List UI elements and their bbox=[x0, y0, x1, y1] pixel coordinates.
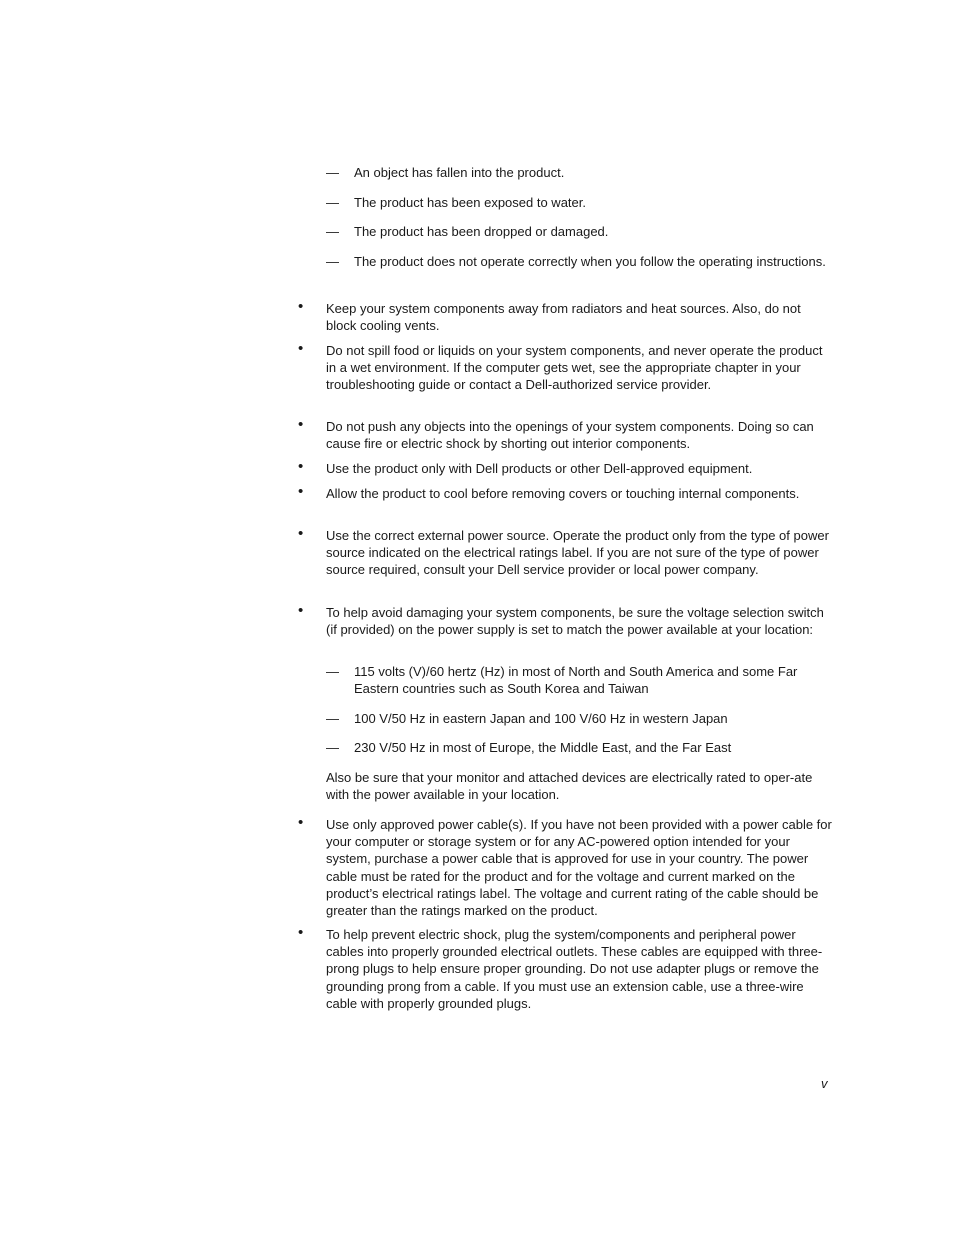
dash-item-115v bbox=[326, 663, 832, 697]
page-number: v bbox=[821, 1076, 828, 1091]
bullet-text: Do not push any objects into the openings of your system components. Doing so can cause fire or electric shock by shorting out interior components. bbox=[326, 419, 814, 452]
voltage-note: Also be sure that your monitor and attached devices are electrically rated to oper-ate with the power available in your location. bbox=[326, 770, 813, 803]
dash-mark: — bbox=[326, 664, 339, 679]
bullet-text: Do not spill food or liquids on your system components, and never operate the product in a wet environment. If the computer gets wet, see the appropriate chapter in your troubleshooting guide or contact a Dell-authorized service provider. bbox=[326, 343, 823, 393]
bullet-mark: • bbox=[298, 458, 304, 475]
dash-mark: — bbox=[326, 195, 339, 210]
dash-item-text: The product has been dropped or damaged. bbox=[354, 224, 609, 239]
bullet-voltage-switch bbox=[298, 604, 832, 638]
dash-mark: — bbox=[326, 740, 339, 755]
bullet-mark: • bbox=[298, 416, 304, 433]
bullet-mark: • bbox=[298, 602, 304, 619]
bullet-text: Use the product only with Dell products or other Dell-approved equipment. bbox=[326, 461, 753, 476]
bullet-text: Use the correct external power source. Operate the product only from the type of power source indicated on the electrical ratings label. If you are not sure of the type of power source required, consult your Dell service provider or local power company. bbox=[326, 528, 829, 578]
bullet-spill-liquids bbox=[298, 342, 832, 394]
dash-item-not-operate bbox=[326, 253, 832, 270]
dash-mark: — bbox=[326, 254, 339, 269]
bullet-power-source bbox=[298, 527, 832, 579]
dash-item-fallen-object bbox=[326, 164, 832, 181]
dash-mark: — bbox=[326, 165, 339, 180]
bullet-text: Allow the product to cool before removing covers or touching internal components. bbox=[326, 486, 800, 501]
dash-item-230v bbox=[326, 739, 832, 756]
dash-item-100v bbox=[326, 710, 832, 727]
bullet-text: Use only approved power cable(s). If you have not been provided with a power cable for your computer or storage system or for any AC-powered option intended for your system, purchase a power cable that is approved for use in your country. The power cable must be rated for the product and for the voltage and current marked on the product’s electrical ratings label. The voltage and current rating of the cable should be greater than the ratings marked on the product. bbox=[326, 817, 832, 919]
bullet-openings bbox=[298, 418, 832, 452]
bullet-cool-down bbox=[298, 485, 832, 502]
dash-mark: — bbox=[326, 224, 339, 239]
bullet-dell-products bbox=[298, 460, 832, 477]
dash-item-water bbox=[326, 194, 832, 211]
bullet-mark: • bbox=[298, 924, 304, 941]
dash-item-text: 230 V/50 Hz in most of Europe, the Middle East, and the Far East bbox=[354, 740, 732, 755]
dash-mark: — bbox=[326, 711, 339, 726]
bullet-mark: • bbox=[298, 298, 304, 315]
dash-item-text: The product has been exposed to water. bbox=[354, 195, 586, 210]
dash-item-text: 115 volts (V)/60 hertz (Hz) in most of North and South America and some Far Eastern countries such as South Korea and Taiwan bbox=[354, 664, 798, 697]
bullet-electric-shock bbox=[298, 926, 832, 1012]
bullet-mark: • bbox=[298, 525, 304, 542]
bullet-mark: • bbox=[298, 340, 304, 357]
dash-item-dropped bbox=[326, 223, 832, 240]
bullet-mark: • bbox=[298, 814, 304, 831]
bullet-heat-sources bbox=[298, 300, 832, 334]
bullet-text: To help avoid damaging your system components, be sure the voltage selection switch (if provided) on the power supply is set to match the power available at your location: bbox=[326, 605, 824, 638]
bullet-text: To help prevent electric shock, plug the system/components and peripheral power cables into properly grounded electrical outlets. These cables are equipped with three-prong plugs to help ensure proper grounding. Do not use adapter plugs or remove the grounding prong from a cable. If you must use an extension cable, use a three-wire cable with properly grounded plugs. bbox=[326, 927, 823, 1011]
dash-item-text: 100 V/50 Hz in eastern Japan and 100 V/60 Hz in western Japan bbox=[354, 711, 728, 726]
bullet-power-cable bbox=[298, 816, 832, 919]
dash-item-text: The product does not operate correctly when you follow the operating instructions. bbox=[354, 254, 826, 269]
bullet-text: Keep your system components away from radiators and heat sources. Also, do not block cooling vents. bbox=[326, 301, 801, 334]
dash-item-text: An object has fallen into the product. bbox=[354, 165, 565, 180]
bullet-mark: • bbox=[298, 483, 304, 500]
